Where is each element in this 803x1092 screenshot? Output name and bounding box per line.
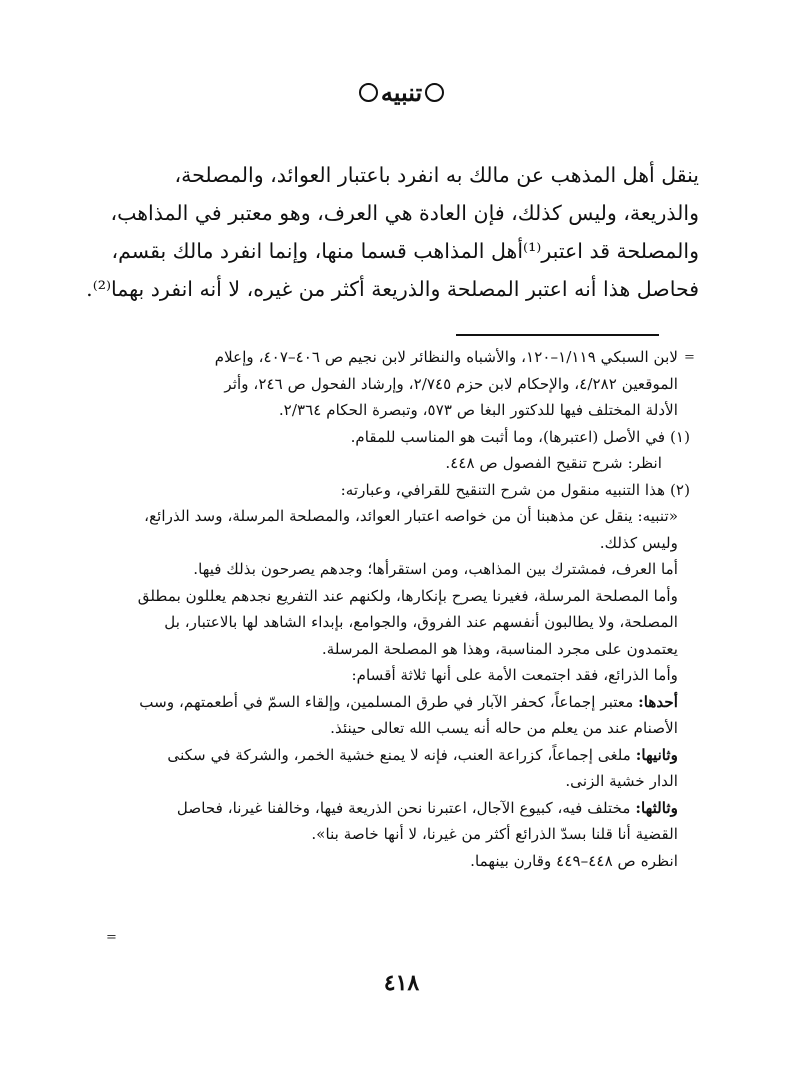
- quote-line: «تنبيه: ينقل عن مذهبنا أن من خواصه اعتبار العوائد، والمصلحة المرسلة، وسد الذرائع،: [144, 507, 678, 525]
- page-number: ٤١٨: [383, 970, 420, 996]
- continuation-mark: =: [684, 350, 695, 365]
- footnote-continuation-line: الأدلة المختلف فيها للدكتور البغا ص ٥٧٣، وتبصرة الحكام ٢/٣٦٤.: [278, 401, 678, 419]
- first-category-label: أحدها:: [638, 692, 678, 711]
- quote-second-category: [112, 742, 678, 769]
- main-text-line: والمصلحة قد اعتبر⁽¹⁾أهل المذاهب قسما منها، وإنما انفرد مالك بقسم،: [111, 239, 699, 263]
- section-heading: [0, 78, 803, 107]
- quote-line: أما العرف، فمشترك بين المذاهب، ومن استقرأها؛ وجدهم يصرحون بذلك فيها.: [193, 560, 678, 578]
- footnote-closing: انظره ص ٤٤٨–٤٤٩ وقارن بينهما.: [470, 851, 678, 870]
- footnotes-block: [112, 344, 690, 874]
- footnote-2: (٢) هذا التنبيه منقول من شرح التنقيح للقرافي، وعبارته:: [340, 480, 690, 499]
- quote-line: وأما المصلحة المرسلة، فغيرنا يصرح بإنكارها، ولكنهم عند التفريع نجدهم يعللون بمطلق: [137, 586, 678, 605]
- quote-line: وأما الذرائع، فقد اجتمعت الأمة على أنها ثلاثة أقسام:: [351, 666, 678, 684]
- footnote-continuation-line: الموقعين ٤/٢٨٢، والإحكام لابن حزم ٢/٧٤٥، وإرشاد الفحول ص ٢٤٦، وأثر: [224, 374, 678, 393]
- first-category-text: معتبر إجماعاً، كحفر الآبار في طرق المسلمين، وإلقاء السمّ في أطعمتهم، وسب: [139, 692, 639, 711]
- second-category-text: ملغى إجماعاً، كزراعة العنب، فإنه لا يمنع خشية الخمر، والشركة في سكنى: [167, 745, 636, 764]
- ornament-circle-icon: [425, 83, 444, 102]
- end-continuation-mark: =: [106, 930, 117, 945]
- main-text-line: ينقل أهل المذهب عن مالك به انفرد باعتبار العوائد، والمصلحة،: [174, 163, 699, 187]
- quote-first-category: [112, 689, 678, 716]
- quote-line: وليس كذلك.: [599, 533, 678, 552]
- quote-line: المصلحة، ولا يطالبون أنفسهم عند الفروق، والجوامع، بإبداء الشاهد لها بالاعتبار، بل: [164, 613, 678, 631]
- main-text-line: والذريعة، وليس كذلك، فإن العادة هي العرف، وهو معتبر في المذاهب،: [110, 201, 699, 225]
- quote-line: الدار خشية الزنى.: [565, 772, 678, 790]
- quote-third-category: [112, 795, 678, 822]
- third-category-label: وثالثها:: [635, 798, 678, 817]
- footnote-continuation-line: لابن السبكي ١/١١٩–١٢٠، والأشباه والنظائر لابن نجيم ص ٤٠٦–٤٠٧، وإعلام: [214, 348, 678, 366]
- main-text-line: فحاصل هذا أنه اعتبر المصلحة والذريعة أكثر من غيره، لا أنه انفرد بهما⁽²⁾.: [86, 277, 699, 301]
- quote-line: القضية أنا قلنا بسدّ الذرائع أكثر من غيرنا، لا أنها خاصة بنا».: [311, 825, 678, 843]
- heading-title: تنبيه: [380, 78, 423, 107]
- third-category-text: مختلف فيه، كبيوع الآجال، اعتبرنا نحن الذريعة فيها، وخالفنا غيرنا، فحاصل: [176, 798, 636, 817]
- footnote-1-reference: انظر: شرح تنقيح الفصول ص ٤٤٨.: [445, 454, 662, 472]
- footnote-separator: [456, 334, 659, 336]
- quote-line: الأصنام عند من يعلم من حاله أنه يسب الله تعالى حينئذ.: [330, 719, 678, 737]
- main-paragraph: [86, 156, 699, 308]
- footnote-1: (١) في الأصل (اعتبرها)، وما أثبت هو المناسب للمقام.: [350, 427, 690, 446]
- quote-line: يعتمدون على مجرد المناسبة، وهذا هو المصلحة المرسلة.: [321, 639, 678, 658]
- ornament-circle-icon: [359, 83, 378, 102]
- second-category-label: وثانيها:: [635, 745, 678, 764]
